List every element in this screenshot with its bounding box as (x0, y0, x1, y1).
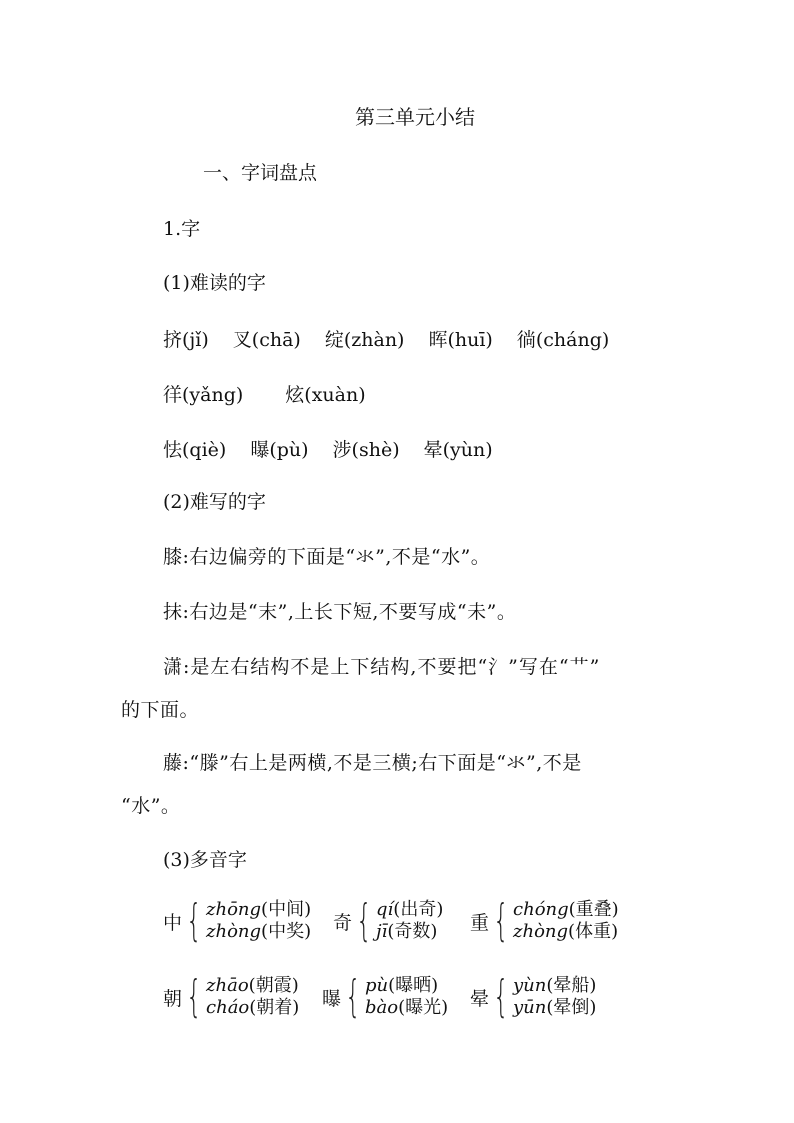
brace-icon: { (186, 971, 202, 1022)
example-word: (出奇) (393, 899, 444, 920)
pinyin: zhōng (206, 899, 262, 920)
polyphone-char: 朝 (163, 987, 183, 1010)
brace-icon: { (356, 895, 372, 946)
pinyin: jī (376, 921, 388, 942)
subsection-heading: 1.字 (163, 218, 201, 240)
pinyin: pù (365, 975, 389, 996)
polyphone-char: 奇 (333, 911, 353, 934)
pinyin-item: 怯(qiè) (163, 439, 227, 461)
example-word: (晕船) (546, 975, 597, 996)
brace-icon: { (493, 971, 509, 1022)
pinyin: zhāo (206, 975, 249, 996)
example-word: (朝霞) (248, 975, 299, 996)
pinyin: cháo (206, 997, 250, 1018)
hard-read-heading: (1)难读的字 (163, 272, 266, 294)
pinyin-item: 晕(yùn) (423, 439, 493, 461)
hard-read-row-1 (163, 325, 609, 352)
pinyin-item: 绽(zhàn) (324, 329, 405, 351)
polyphone-heading: (3)多音字 (163, 849, 247, 871)
pinyin-item: 徜(cháng) (516, 329, 610, 351)
polyphone-yun (470, 973, 596, 1021)
polyphone-char: 曝 (322, 987, 342, 1010)
pinyin: zhòng (513, 921, 569, 942)
example-word: (奇数) (387, 921, 438, 942)
pinyin: yūn (513, 997, 547, 1018)
hard-write-note: 潇:是左右结构不是上下结构,不要把“氵”写在“艹” (163, 656, 601, 678)
pinyin: bào (365, 997, 399, 1018)
polyphone-chong (470, 897, 619, 945)
polyphone-zhao (163, 973, 299, 1021)
pinyin-item: 晖(huī) (428, 329, 493, 351)
brace-icon: { (186, 895, 202, 946)
pinyin-item: 叉(chā) (232, 329, 301, 351)
polyphone-char: 重 (470, 911, 490, 934)
brace-icon: { (345, 971, 361, 1022)
pinyin: zhòng (206, 921, 262, 942)
pinyin: yùn (513, 975, 547, 996)
example-word: (晕倒) (546, 997, 597, 1018)
brace-icon: { (493, 895, 509, 946)
polyphone-qi (333, 897, 443, 945)
example-word: (中间) (261, 899, 312, 920)
example-word: (曝光) (398, 997, 449, 1018)
hard-write-note: 膝:右边偏旁的下面是“氺”,不是“水”。 (163, 546, 491, 568)
example-word: (中奖) (261, 921, 312, 942)
polyphone-char: 中 (163, 911, 183, 934)
pinyin-item: 炫(xuàn) (285, 384, 366, 406)
pinyin-item: 涉(shè) (332, 439, 400, 461)
hard-write-heading: (2)难写的字 (163, 491, 266, 513)
hard-write-note: “水”。 (121, 795, 181, 817)
polyphone-char: 晕 (470, 987, 490, 1010)
hard-write-note: 抹:右边是“末”,上长下短,不要写成“未”。 (163, 601, 517, 623)
hard-write-note: 的下面。 (121, 699, 200, 721)
page-title: 第三单元小结 (355, 105, 475, 129)
hard-read-row-3 (163, 435, 493, 462)
polyphone-pu (322, 973, 448, 1021)
example-word: (曝晒) (388, 975, 439, 996)
section-heading: 一、字词盘点 (203, 162, 318, 184)
pinyin-item: 曝(pù) (250, 439, 309, 461)
pinyin: qí (376, 899, 394, 920)
example-word: (朝着) (249, 997, 300, 1018)
example-word: (体重) (568, 921, 619, 942)
hard-read-row-2 (163, 380, 366, 407)
pinyin: chóng (513, 899, 569, 920)
pinyin-item: 徉(yǎng) (163, 384, 244, 406)
hard-write-note: 藤:“滕”右上是两横,不是三横;右下面是“氺”,不是 (163, 752, 582, 774)
polyphone-zhong (163, 897, 311, 945)
pinyin-item: 挤(jǐ) (163, 329, 209, 351)
example-word: (重叠) (568, 899, 619, 920)
